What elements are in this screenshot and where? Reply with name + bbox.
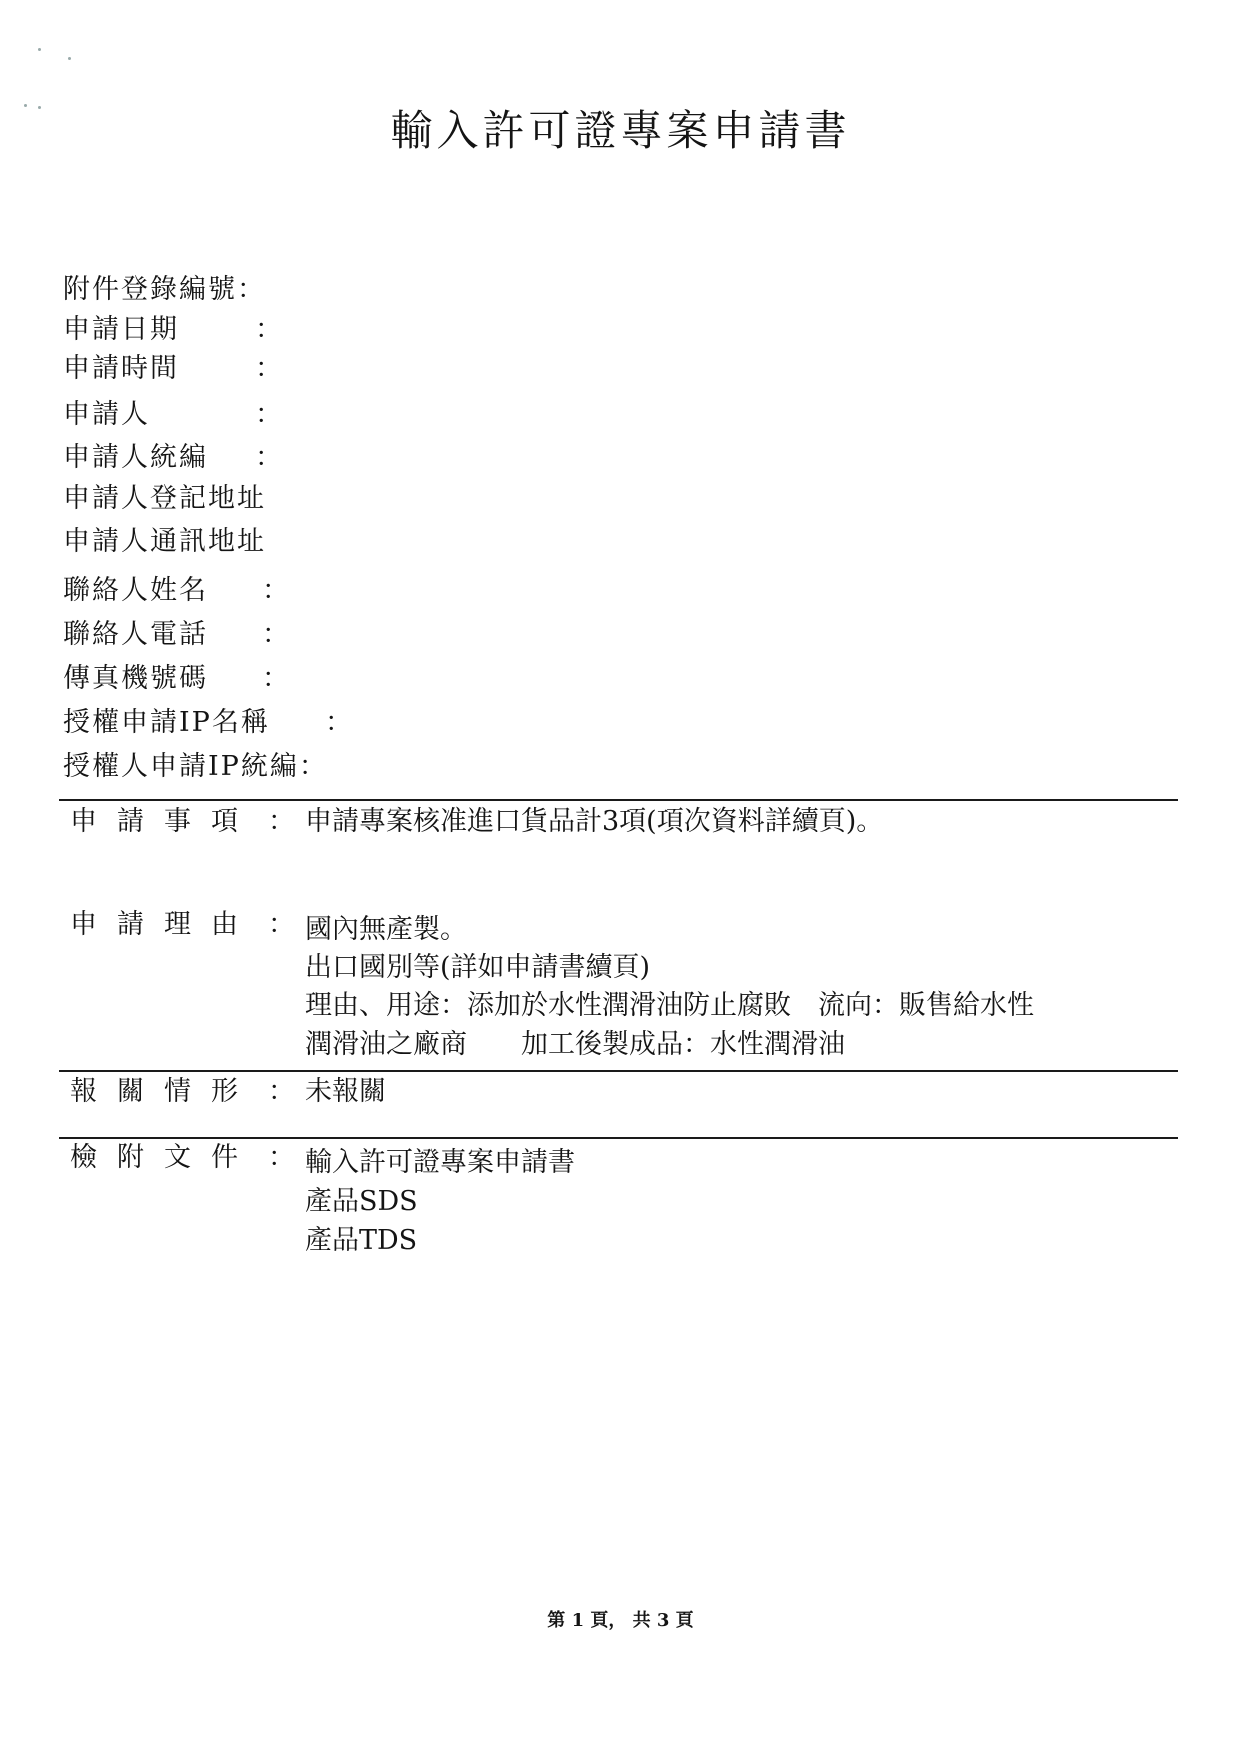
field-colon: ： [262, 575, 289, 606]
field-registered-address [63, 481, 266, 517]
field-label: 授權申請IP名稱 [63, 707, 270, 738]
field-applicant [63, 397, 150, 433]
field-label: 申請人登記地址 [63, 483, 266, 514]
field-label: 申請日期 [63, 314, 179, 345]
field-mailing-address [63, 524, 266, 560]
section-colon: ： [268, 1142, 295, 1173]
field-applicant-tax-id [63, 440, 208, 476]
page-number: 第 1 頁， 共 3 頁 [547, 1610, 694, 1631]
field-apply-date [63, 312, 179, 348]
field-apply-time [63, 351, 179, 387]
field-label: 申請人通訊地址 [63, 526, 266, 557]
field-label: 傳真機號碼 [63, 663, 208, 694]
document-title: 輸入許可證專案申請書 [390, 106, 851, 155]
field-authorized-ip-name [63, 705, 270, 741]
section-line-reason-1: 國內無產製。 [305, 914, 467, 945]
section-label-attachments: 檢附文件 [70, 1142, 258, 1173]
field-fax-number [63, 661, 208, 697]
section-divider [59, 1070, 1178, 1072]
field-colon: ： [298, 751, 326, 782]
field-contact-phone [63, 617, 208, 653]
section-line-reason-4: 潤滑油之廠商 加工後製成品：水性潤滑油 [305, 1029, 845, 1060]
section-divider [59, 1137, 1178, 1139]
section-line-items-1: 申請專案核准進口貨品計3項(項次資料詳續頁)。 [305, 806, 884, 837]
section-line-reason-2: 出口國別等(詳如申請書續頁) [305, 952, 651, 983]
field-label: 授權人申請IP統編 [63, 751, 299, 782]
field-colon: ： [262, 619, 289, 650]
section-line-reason-3: 理由、用途：添加於水性潤滑油防止腐敗 流向：販售給水性 [305, 990, 1034, 1021]
field-colon: ： [325, 707, 352, 738]
field-label: 申請人統編 [63, 442, 208, 473]
field-colon: ： [255, 399, 282, 430]
field-label: 聯絡人姓名 [63, 575, 208, 606]
field-authorized-ip-tax-id [63, 749, 326, 785]
field-contact-name [63, 573, 208, 609]
section-line-attachments-3: 產品TDS [305, 1225, 418, 1256]
section-label-customs: 報關情形 [70, 1076, 258, 1107]
field-label: 附件登錄編號 [63, 274, 237, 305]
scan-speck [68, 57, 71, 60]
section-line-attachments-2: 產品SDS [305, 1186, 418, 1217]
field-attachment-no [63, 272, 264, 308]
field-colon: ： [237, 274, 264, 305]
section-label-items: 申請事項 [70, 806, 258, 837]
field-colon: ： [255, 353, 282, 384]
field-colon: ： [255, 314, 282, 345]
section-label-reason: 申請理由 [70, 909, 258, 940]
field-label: 申請人 [63, 399, 150, 430]
section-colon: ： [268, 806, 295, 837]
section-line-attachments-1: 輸入許可證專案申請書 [305, 1147, 575, 1178]
field-label: 聯絡人電話 [63, 619, 208, 650]
section-divider [59, 799, 1178, 801]
scan-speck [38, 48, 41, 51]
field-colon: ： [262, 663, 289, 694]
section-line-customs-1: 未報關 [305, 1076, 386, 1107]
field-label: 申請時間 [63, 353, 179, 384]
section-colon: ： [268, 909, 295, 940]
field-colon: ： [255, 442, 282, 473]
section-colon: ： [268, 1076, 295, 1107]
